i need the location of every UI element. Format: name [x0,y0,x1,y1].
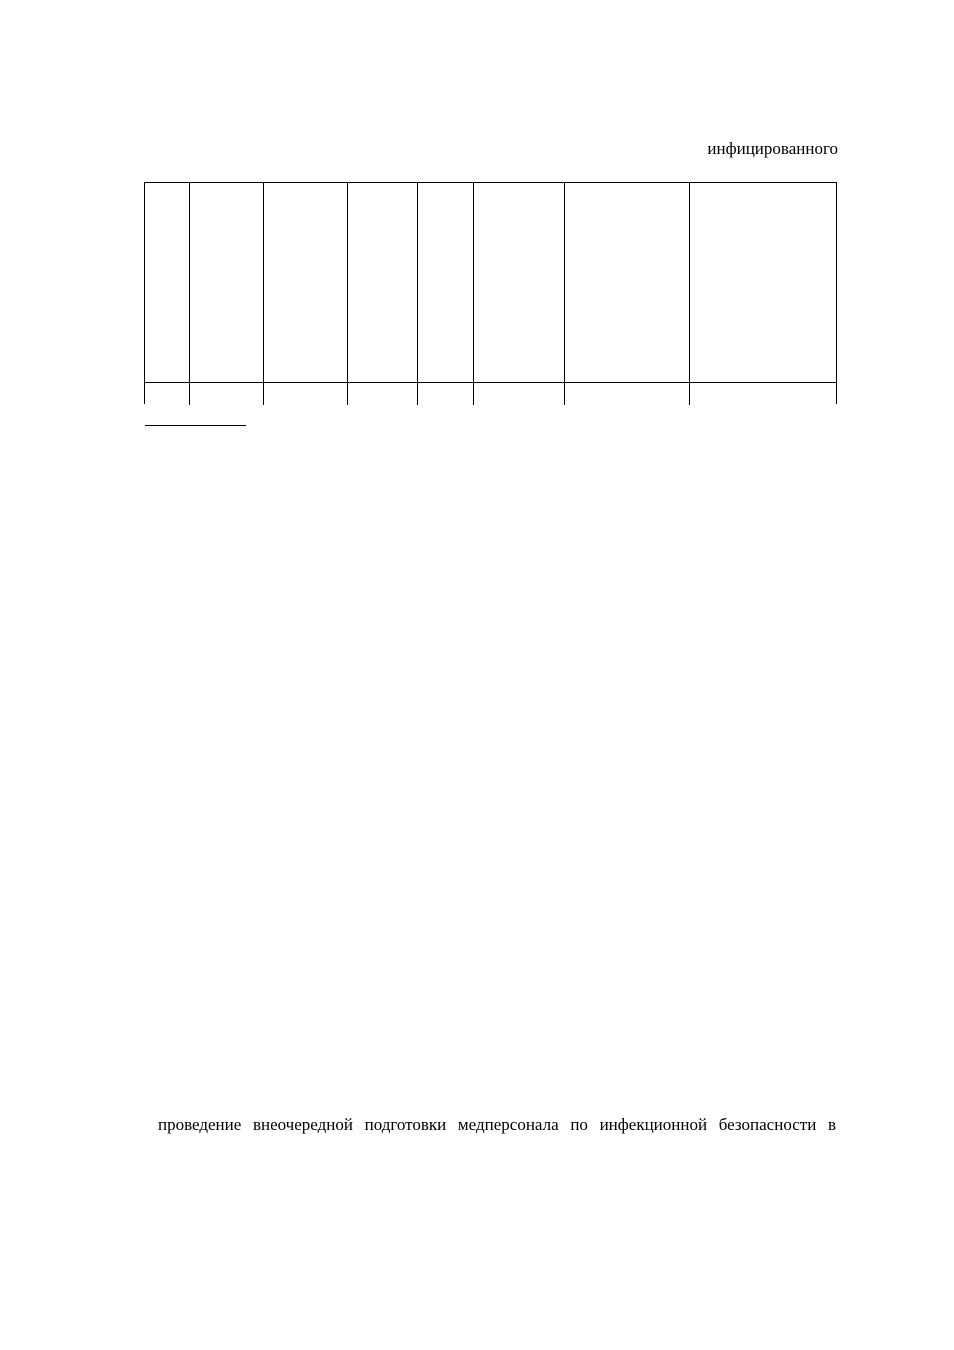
table-column-divider [263,183,264,405]
heading-fragment: инфицированного [707,139,838,158]
table-column-divider [473,183,474,405]
table-column-divider [564,183,565,405]
table-column-divider [689,183,690,405]
table-column-divider [347,183,348,405]
data-table [144,182,837,404]
footnote-separator [145,425,246,426]
table-column-divider [189,183,190,405]
table-column-divider [417,183,418,405]
paragraph-line: проведение внеочередной подготовки медперсонала по инфекционной безопасности в [158,1115,836,1134]
table-header-row-divider [145,382,836,383]
